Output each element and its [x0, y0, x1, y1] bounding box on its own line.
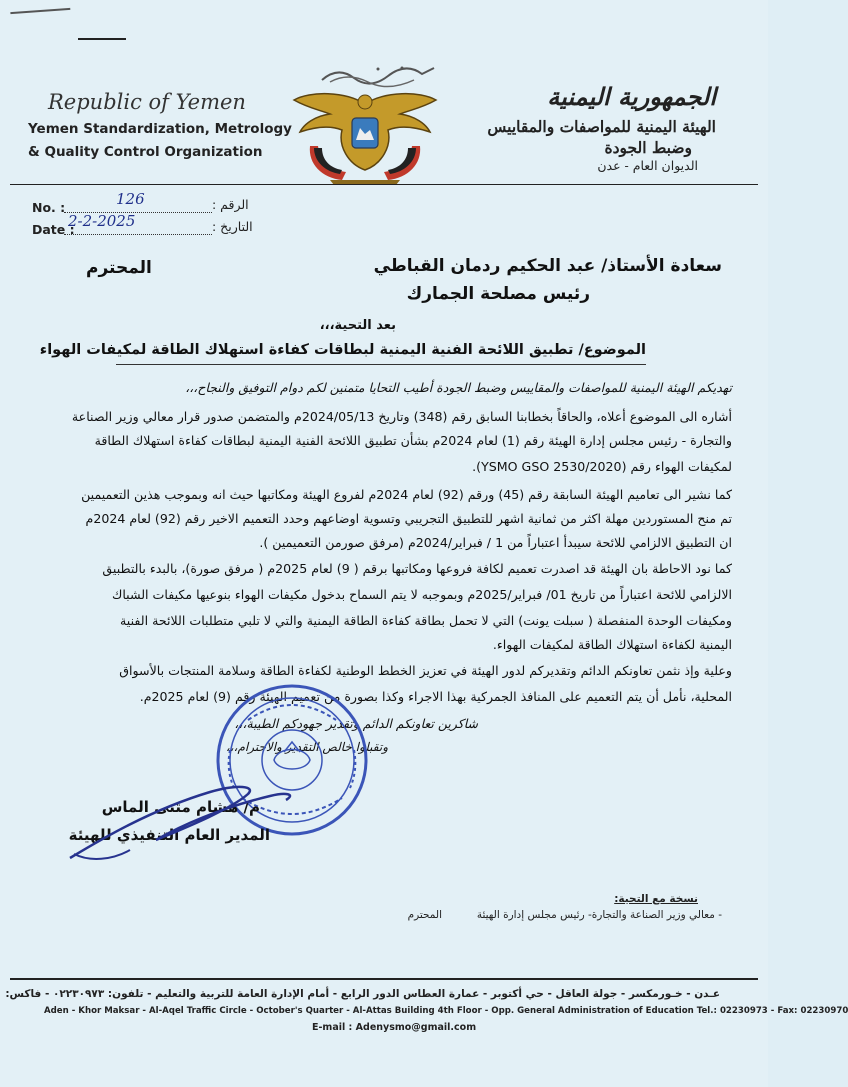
- body-line-2: والتجارة - رئيس مجلس إدارة الهيئة رقم (1) لعام 2024م بشأن تطبيق اللائحة الفنية اليمنية لبطاقات كفاءة استهلاك الطاقة: [94, 433, 732, 448]
- body-line-3: لمكيفات الهواء رقم (YSMO GSO 2530/2020).: [472, 459, 732, 474]
- national-emblem-eagle: [290, 86, 440, 186]
- date-value: 2-2-2025: [68, 212, 136, 230]
- handwritten-signature: [60, 770, 310, 870]
- addressee-title: رئيس مصلحة الجمارك: [406, 284, 590, 304]
- addressee-name: سعادة الأستاذ/ عبد الحكيم ردمان القباطي: [373, 256, 722, 276]
- org-name-en-line2: & Quality Control Organization: [28, 144, 263, 160]
- subject-underline: [116, 364, 646, 365]
- org-name-ar-line2: وضبط الجودة: [604, 138, 692, 157]
- footer-email: E-mail : Adenysmo@gmail.com: [312, 1022, 477, 1033]
- opening-wishes: تهديكم الهيئة اليمنية للمواصفات والمقاييس وضبط الجودة أطيب التحايا متمنين لكم دوام التوفيق والنجاح،،،: [185, 380, 732, 395]
- head-office-ar: الديوان العام - عدن: [597, 158, 698, 173]
- body-line-8: الالزامي للائحة اعتباراً من تاريخ 01/ فبراير/2025م وبموجبه لا يتم السماح بدخول مكيفات الهواء بنوعيها مكيفات الشباك: [111, 587, 732, 602]
- body-line-10: اليمنية لكفاءة استهلاك الطاقة لمكيفات الهواء.: [492, 637, 732, 652]
- footer-divider: [10, 978, 758, 980]
- body-line-5: تم منح المستوردين مهلة اكثر من ثمانية اشهر للتطبيق التجريبي وتسوية اوضاعهم وحدد التعميم الاخير رقم (92) لعام 2024م: [85, 511, 732, 526]
- cc-label: نسخة مع التحية:: [614, 893, 698, 905]
- footer-address-en: Aden - Khor Maksar - Al-Aqel Traffic Circle - October's Quarter - Al-Attas Building 4th Floor - Opp. General Administration of Education Tel.: 02230973 - Fax: 02230970: [44, 1006, 848, 1016]
- corner-mark: [10, 0, 71, 14]
- body-line-7: كما نود الاحاطة بان الهيئة قد اصدرت تعميم لكافة فروعها ومكاتبها برقم ( 9) لعام 2025م ( مرفق صورة)، بالبدء بالتطبيق: [102, 561, 732, 576]
- date-label-en: Date :: [32, 222, 75, 237]
- country-name-ar: الجمهورية اليمنية: [547, 82, 716, 111]
- signatory-title: المدير العام التنفيذي للهيئة: [68, 826, 270, 844]
- signatory-name: م/ هشام مثنى الماس: [101, 798, 260, 816]
- subject-line: الموضوع/ تطبيق اللائحة الفنية اليمنية لبطاقات كفاءة استهلاك الطاقة لمكيفات الهواء: [39, 342, 646, 358]
- ref-no-label-ar: الرقم :: [212, 197, 249, 212]
- body-line-11: وعلية وإذ نثمن تعاونكم الدائم وتقديركم لدور الهيئة في تعزيز الخطط الوطنية لكفاءة الطاقة وسلامة المنتجات بالأسواق: [119, 663, 732, 678]
- body-line-12: المحلية، نأمل أن يتم التعميم على المنافذ الجمركية بهذا الاجراء وكذا بصورة من تعميم الهيئة رقم (9) لعام 2025م.: [139, 689, 732, 704]
- closing-thanks: شاكرين تعاونكم الدائم وتقدير جهودكم الطيبة،،،: [234, 716, 478, 731]
- top-dash: [78, 38, 126, 40]
- body-line-9: ومكيفات الوحدة المنفصلة ( سبلت يونت) التي لا تحمل بطاقة كفاءة الطاقة اليمنية والتي لا تلبي متطلبات اللائحة الفنية: [120, 613, 732, 628]
- body-line-1: أشاره الى الموضوع أعلاه، والحاقاً بخطابنا السابق رقم (348) وتاريخ 2024/05/13م والمتضمن صدور قرار معالي وزير الصناعة: [71, 409, 732, 424]
- body-line-4: كما نشير الى تعاميم الهيئة السابقة رقم (45) ورقم (92) لعام 2024م لفروع الهيئة ومكاتبها حيث انه وبموجب هذين التعميمين: [81, 487, 732, 502]
- footer-address-ar: عـدن - خـورمكسر - جولة العاقل - حي أكتوبر - عمارة العطاس الدور الرابع - أمام الإدارة العامة للتربية والتعليم - تلفون: ٠٢٢٣٠٩٧٣ - فاكس:: [5, 988, 720, 1000]
- greeting: بعد التحية،،،: [319, 318, 396, 333]
- org-name-ar-line1: الهيئة اليمنية للمواصفات والمقاييس: [487, 117, 716, 136]
- date-label-ar: التاريخ :: [212, 219, 253, 234]
- header-divider: [10, 184, 758, 185]
- org-name-en-line1: Yemen Standardization, Metrology: [28, 121, 292, 137]
- body-line-6: ان التطبيق الالزامي للائحة سيبدأ اعتباراً من 1 / فبراير/2024م (مرفق صورمن التعميمين ).: [259, 535, 732, 550]
- cc-honorific: المحترم: [407, 909, 442, 921]
- cc-recipient: - معالي وزير الصناعة والتجارة- رئيس مجلس إدارة الهيئة: [476, 909, 722, 921]
- ref-no-label-en: No. :: [32, 200, 66, 215]
- ref-no-value: 126: [116, 190, 145, 208]
- basmala-calligraphy: [318, 62, 438, 86]
- addressee-honorific: المحترم: [86, 258, 152, 278]
- country-name-en: Republic of Yemen: [48, 90, 246, 114]
- closing-regards: وتقبلوا خالص التقدير والاحترام،،،: [225, 740, 388, 754]
